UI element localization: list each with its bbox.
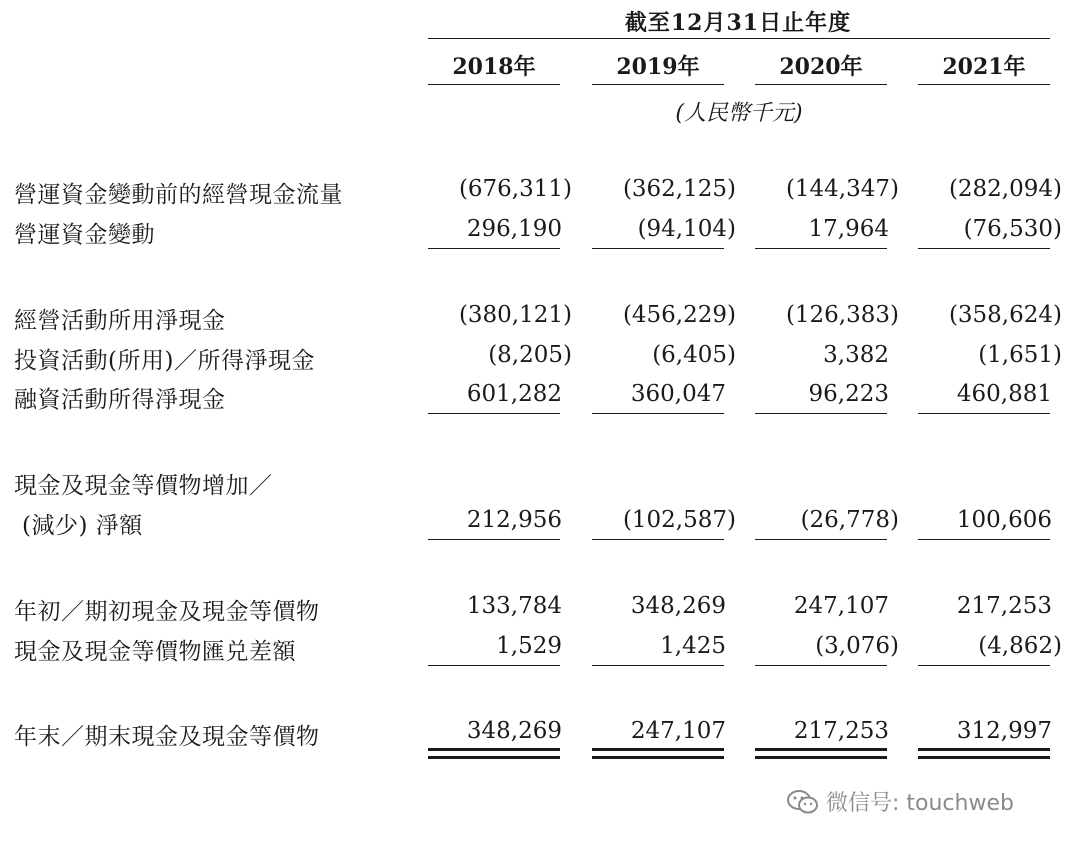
row-label: 融資活動所得淨現金 xyxy=(14,387,226,413)
row-label: 經營活動所用淨現金 xyxy=(14,308,226,334)
table-cell: 348,269 xyxy=(466,718,562,744)
subtotal-rule xyxy=(755,248,887,249)
table-cell: 96,223 xyxy=(808,381,889,407)
table-cell: 17,964 xyxy=(808,216,889,242)
row-label: 營運資金變動 xyxy=(14,222,155,248)
year-rule xyxy=(592,84,724,85)
period-title: 截至12月31日止年度 xyxy=(624,10,852,36)
subtotal-rule xyxy=(428,248,560,249)
subtotal-rule xyxy=(428,539,560,540)
table-cell: (126,383) xyxy=(785,302,899,328)
year-header-2018: 2018年 xyxy=(452,54,536,80)
table-cell: (456,229) xyxy=(622,302,736,328)
subtotal-rule xyxy=(755,413,887,414)
subtotal-rule xyxy=(428,413,560,414)
table-cell: (102,587) xyxy=(622,507,736,533)
row-label: 營運資金變動前的經營現金流量 xyxy=(14,182,343,208)
subtotal-rule xyxy=(918,413,1050,414)
table-cell: 133,784 xyxy=(466,593,562,619)
table-cell: 460,881 xyxy=(956,381,1052,407)
table-cell: (8,205) xyxy=(488,342,572,368)
table-cell: (4,862) xyxy=(978,633,1062,659)
table-cell: (6,405) xyxy=(652,342,736,368)
table-cell: (26,778) xyxy=(800,507,899,533)
unit-label: (人民幣千元) xyxy=(675,101,803,126)
total-double-rule xyxy=(918,748,1050,759)
table-cell: 1,425 xyxy=(660,633,726,659)
period-rule xyxy=(428,38,1050,39)
total-double-rule xyxy=(592,748,724,759)
subtotal-rule xyxy=(428,665,560,666)
table-cell: (380,121) xyxy=(458,302,572,328)
table-cell: 312,997 xyxy=(956,718,1052,744)
row-label: 投資活動(所用)／所得淨現金 xyxy=(14,348,315,374)
subtotal-rule xyxy=(755,665,887,666)
subtotal-rule xyxy=(592,248,724,249)
table-cell: (144,347) xyxy=(785,176,899,202)
year-rule xyxy=(428,84,560,85)
total-double-rule xyxy=(755,748,887,759)
year-header-2020: 2020年 xyxy=(779,54,863,80)
table-cell: (676,311) xyxy=(458,176,572,202)
row-label: (減少) 淨額 xyxy=(22,513,143,539)
subtotal-rule xyxy=(592,665,724,666)
year-rule xyxy=(918,84,1050,85)
table-cell: (362,125) xyxy=(622,176,736,202)
subtotal-rule xyxy=(918,539,1050,540)
table-cell: 360,047 xyxy=(630,381,726,407)
table-cell: 100,606 xyxy=(956,507,1052,533)
table-cell: 217,253 xyxy=(956,593,1052,619)
year-header-2019: 2019年 xyxy=(616,54,700,80)
subtotal-rule xyxy=(918,248,1050,249)
wechat-icon xyxy=(786,789,820,815)
table-cell: 601,282 xyxy=(466,381,562,407)
row-label: 現金及現金等價物匯兑差額 xyxy=(14,639,296,665)
table-cell: (1,651) xyxy=(978,342,1062,368)
watermark-text: 微信号: touchweb xyxy=(826,791,1014,816)
table-cell: (76,530) xyxy=(963,216,1062,242)
table-cell: (282,094) xyxy=(948,176,1062,202)
table-cell: 1,529 xyxy=(496,633,562,659)
subtotal-rule xyxy=(918,665,1050,666)
table-cell: (94,104) xyxy=(637,216,736,242)
subtotal-rule xyxy=(755,539,887,540)
row-label: 年末／期末現金及現金等價物 xyxy=(14,724,320,750)
subtotal-rule xyxy=(592,413,724,414)
table-cell: 212,956 xyxy=(466,507,562,533)
table-cell: 296,190 xyxy=(466,216,562,242)
row-label: 年初／期初現金及現金等價物 xyxy=(14,599,320,625)
table-cell: 247,107 xyxy=(793,593,889,619)
row-label: 現金及現金等價物增加／ xyxy=(14,473,273,499)
total-double-rule xyxy=(428,748,560,759)
table-cell: 247,107 xyxy=(630,718,726,744)
table-cell: 3,382 xyxy=(823,342,889,368)
year-rule xyxy=(755,84,887,85)
watermark xyxy=(786,786,1014,817)
table-cell: (3,076) xyxy=(815,633,899,659)
table-cell: 348,269 xyxy=(630,593,726,619)
table-cell: 217,253 xyxy=(793,718,889,744)
subtotal-rule xyxy=(592,539,724,540)
year-header-2021: 2021年 xyxy=(942,54,1026,80)
table-cell: (358,624) xyxy=(948,302,1062,328)
